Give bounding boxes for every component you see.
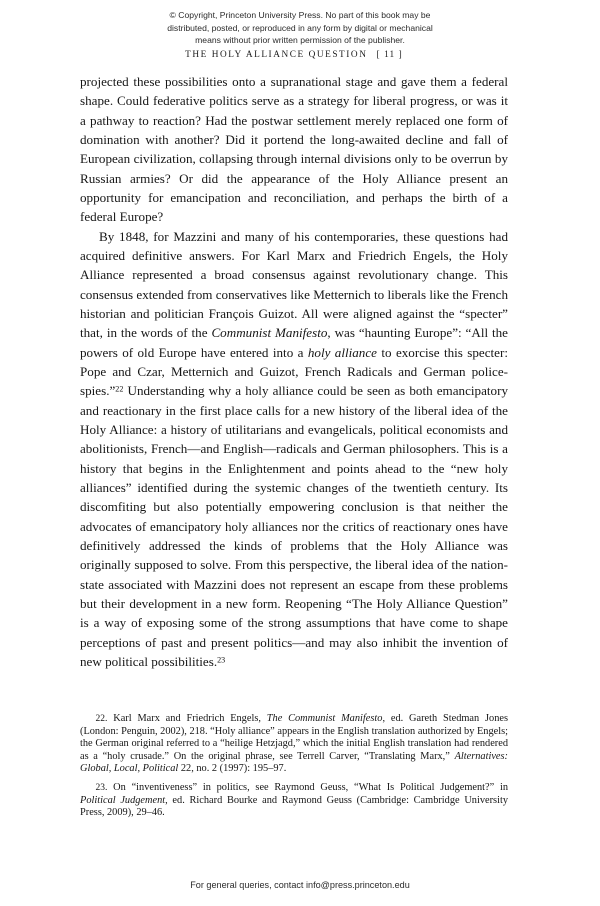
title-communist-manifesto: Communist Manifesto — [211, 325, 328, 341]
footnote-22 — [80, 713, 508, 776]
page-number: [ 11 ] — [376, 50, 403, 60]
footnote-23 — [80, 782, 508, 820]
footnote-22-segment-3: 22, no. 2 (1997): 195–97. — [178, 763, 287, 775]
footnote-22-segment-2: , ed. Gareth Stedman Jones (London: Penguin, 2002), 218. “Holy alliance” appears in the English translation authorized by Engels; the German original referred to a “heilige Hetzjagd,” which the initial English translation had rendered as a “holy crusade.” On the original phrase, see Terrell Carver, “Translating Marx,” — [80, 713, 509, 762]
footnote-reference-22[interactable]: 22 — [115, 384, 124, 394]
copyright-line-1: © Copyright, Princeton University Press. No part of this book may be — [169, 10, 431, 20]
para2-segment-4: Understanding why a holy alliance could be seen as both emancipatory and reactionary in the first place calls for a new history of the liberal idea of the Holy Alliance: a history of utilitarians and evangelicals, political economists and abolitionists, French—and English—radicals and German philosophers. This is a history that begins in the Enlightenment and points ahead to the “new holy alliances” identified during the systemic changes of the twentieth century. Its discomfiting but also potentially empowering conclusion is that neither the advocates of emancipatory holy alliances nor the critics of reactionary ones have definitively addressed the kinds of problems that the Holy Alliance was originally supposed to solve. From this perspective, the liberal idea of the nation-state associated with Mazzini does not represent an escape from these problems but their development in a new form. Reopening “The Holy Alliance Question” is a way of exposing some of the strong assumptions that have come to shape perceptions of past and present politics—and may also inhibit the invention of new political possibilities. — [80, 383, 508, 669]
paragraph-1: projected these possibilities onto a supranational stage and gave them a federal shape. Could federative politics serve as a strategy for liberal progress, or was it a pathway to reaction? Had the postwar settlement merely replaced one form of domination with another? Did it portend the long-awaited decline and fall of European civilization, collapsing through internal divisions only to be overrun by Russian armies? Or did the appearance of the Holy Alliance present an opportunity for emancipation and reconciliation, and perhaps the birth of a federal Europe? — [80, 74, 508, 225]
footnote-23-title-1: Political Judgement — [80, 794, 166, 806]
running-head — [80, 50, 508, 60]
body-text — [80, 72, 508, 671]
paragraph-2 — [80, 227, 508, 672]
para2-segment-2: , was “haunting Europe”: “All the powers of old Europe have entered into a — [80, 325, 508, 360]
footnote-22-title-2: Alternatives: Global, Local, Political — [80, 750, 508, 775]
footnotes-section — [80, 713, 508, 820]
page-footer — [0, 880, 600, 890]
footnote-23-segment-1: On “inventiveness” in politics, see Raymond Geuss, “What Is Political Judgement?” in — [107, 782, 508, 794]
footnote-23-segment-2: , ed. Richard Bourke and Raymond Geuss (Cambridge: Cambridge University Press, 2009), 29–46. — [80, 794, 508, 819]
running-head-title: THE HOLY ALLIANCE QUESTION — [185, 50, 368, 60]
phrase-holy-alliance: holy alliance — [307, 344, 377, 360]
footnote-22-title-1: The Communist Manifesto — [266, 713, 383, 724]
copyright-line-3: means without prior written permission of the publisher. — [195, 35, 405, 46]
para2-segment-3: to exorcise this specter: Pope and Czar, Metternich and Guizot, French Radicals and German police-spies.” — [80, 344, 508, 399]
copyright-notice — [90, 9, 510, 47]
footnote-22-number: 22. — [95, 714, 108, 724]
para2-segment-1: By 1848, for Mazzini and many of his contemporaries, these questions had acquired definitive answers. For Karl Marx and Friedrich Engels, the Holy Alliance represented a broad consensus against revolutionary change. This consensus extended from conservatives like Metternich to liberals like the French historian and politician François Guizot. All were aligned against the “specter” that, in the words of the — [80, 228, 508, 341]
footnote-22-segment-1: Karl Marx and Friedrich Engels, — [107, 713, 267, 724]
footnote-reference-23[interactable]: 23 — [217, 655, 226, 665]
copyright-line-2: distributed, posted, or reproduced in any form by digital or mechanical — [167, 22, 433, 33]
footnote-23-number: 23. — [95, 783, 108, 794]
footer-text: For general queries, contact info@press.princeton.edu — [190, 880, 410, 890]
